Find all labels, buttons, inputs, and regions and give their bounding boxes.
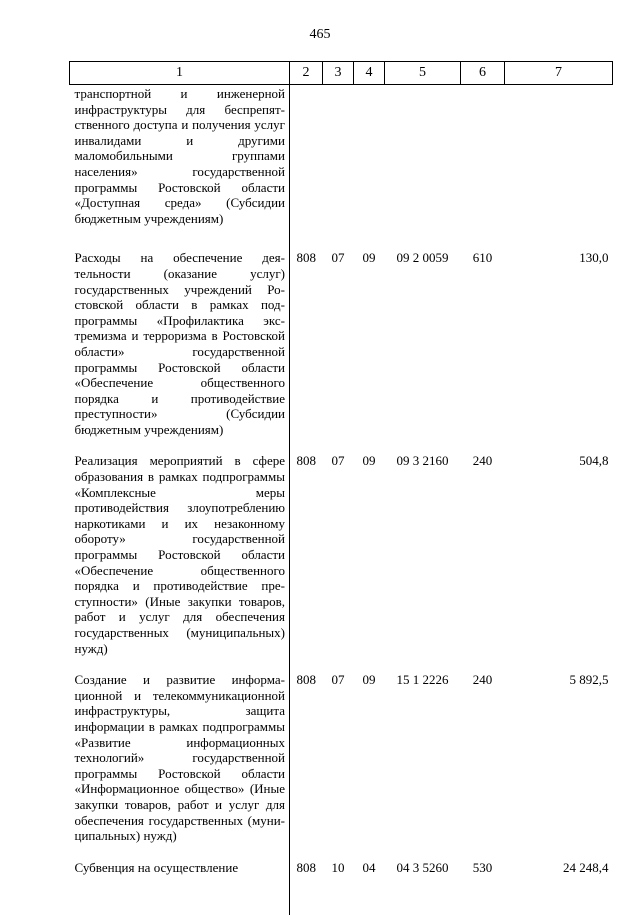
header-col-1: 1 — [70, 62, 290, 85]
row-amount: 5 892,5 — [505, 662, 613, 850]
row-admin-code: 808 — [290, 850, 323, 915]
row-description: Создание и развитие информационной и телекоммуникационной инфраструктуры, защита информации в рамках подпрограммы «Развитие информационных технологий» государственной программы Ростовской области «Информационное общество» (Иные закупки товаров, работ и услуг для обеспечения государственных (муниципальных) нужд) — [70, 662, 290, 850]
row-expense-type: 240 — [461, 443, 505, 662]
row-amount: 504,8 — [505, 443, 613, 662]
row-target-code: 15 1 2226 — [385, 662, 461, 850]
row-description: Реализация мероприятий в сфере образования в рамках подпрограммы «Комплексные меры противодействия злоупотреблению наркотиками и их незаконному обороту» государственной программы Ростовской области «Обеспечение общественного порядка и противодействие преступности» (Иные закупки товаров, работ и услуг для обеспечения государственных (муниципальных) нужд) — [70, 443, 290, 662]
row-admin-code: 808 — [290, 443, 323, 662]
header-col-6: 6 — [461, 62, 505, 85]
row-section-code: 07 — [323, 240, 354, 443]
row-amount: 24 248,4 — [505, 850, 613, 915]
header-col-4: 4 — [354, 62, 385, 85]
row-section-code: 10 — [323, 850, 354, 915]
table-row — [70, 662, 613, 850]
row-description: Расходы на обеспечение деятельности (оказание услуг) государственных учреждений Ростовской области в рамках подпрограммы «Профилактика экстремизма и терроризма в Ростовской области» государственной программы Ростовской области «Обеспечение общественного порядка и противодействие преступности» (Субсидии бюджетным учреждениям) — [70, 240, 290, 443]
row-section-code: 07 — [323, 443, 354, 662]
row-expense-type: 240 — [461, 662, 505, 850]
row-subsection-code: 04 — [354, 850, 385, 915]
page-number: 465 — [0, 27, 640, 43]
table-row — [70, 443, 613, 662]
budget-table — [69, 61, 613, 915]
row-section-code — [323, 85, 354, 241]
table-row — [70, 240, 613, 443]
row-admin-code: 808 — [290, 662, 323, 850]
row-description: Субвенция на осуществление — [70, 850, 290, 915]
table-body — [70, 85, 613, 915]
row-subsection-code: 09 — [354, 443, 385, 662]
row-admin-code — [290, 85, 323, 241]
header-col-2: 2 — [290, 62, 323, 85]
row-amount — [505, 85, 613, 241]
table-header — [70, 62, 613, 85]
header-row — [70, 62, 613, 85]
row-expense-type — [461, 85, 505, 241]
row-admin-code: 808 — [290, 240, 323, 443]
row-target-code — [385, 85, 461, 241]
header-col-7: 7 — [505, 62, 613, 85]
row-amount: 130,0 — [505, 240, 613, 443]
row-expense-type: 610 — [461, 240, 505, 443]
row-description: транспортной и инженерной инфраструктуры для беспрепятственного доступа и получения услуг инвалидами и другими маломобильными группами населения» государственной программы Ростовской области «Доступная среда» (Субсидии бюджетным учреждениям) — [70, 85, 290, 241]
row-subsection-code — [354, 85, 385, 241]
row-target-code: 04 3 5260 — [385, 850, 461, 915]
table-row — [70, 85, 613, 241]
row-subsection-code: 09 — [354, 240, 385, 443]
row-expense-type: 530 — [461, 850, 505, 915]
row-section-code: 07 — [323, 662, 354, 850]
header-col-3: 3 — [323, 62, 354, 85]
row-subsection-code: 09 — [354, 662, 385, 850]
row-target-code: 09 3 2160 — [385, 443, 461, 662]
row-target-code: 09 2 0059 — [385, 240, 461, 443]
table-row — [70, 850, 613, 915]
header-col-5: 5 — [385, 62, 461, 85]
